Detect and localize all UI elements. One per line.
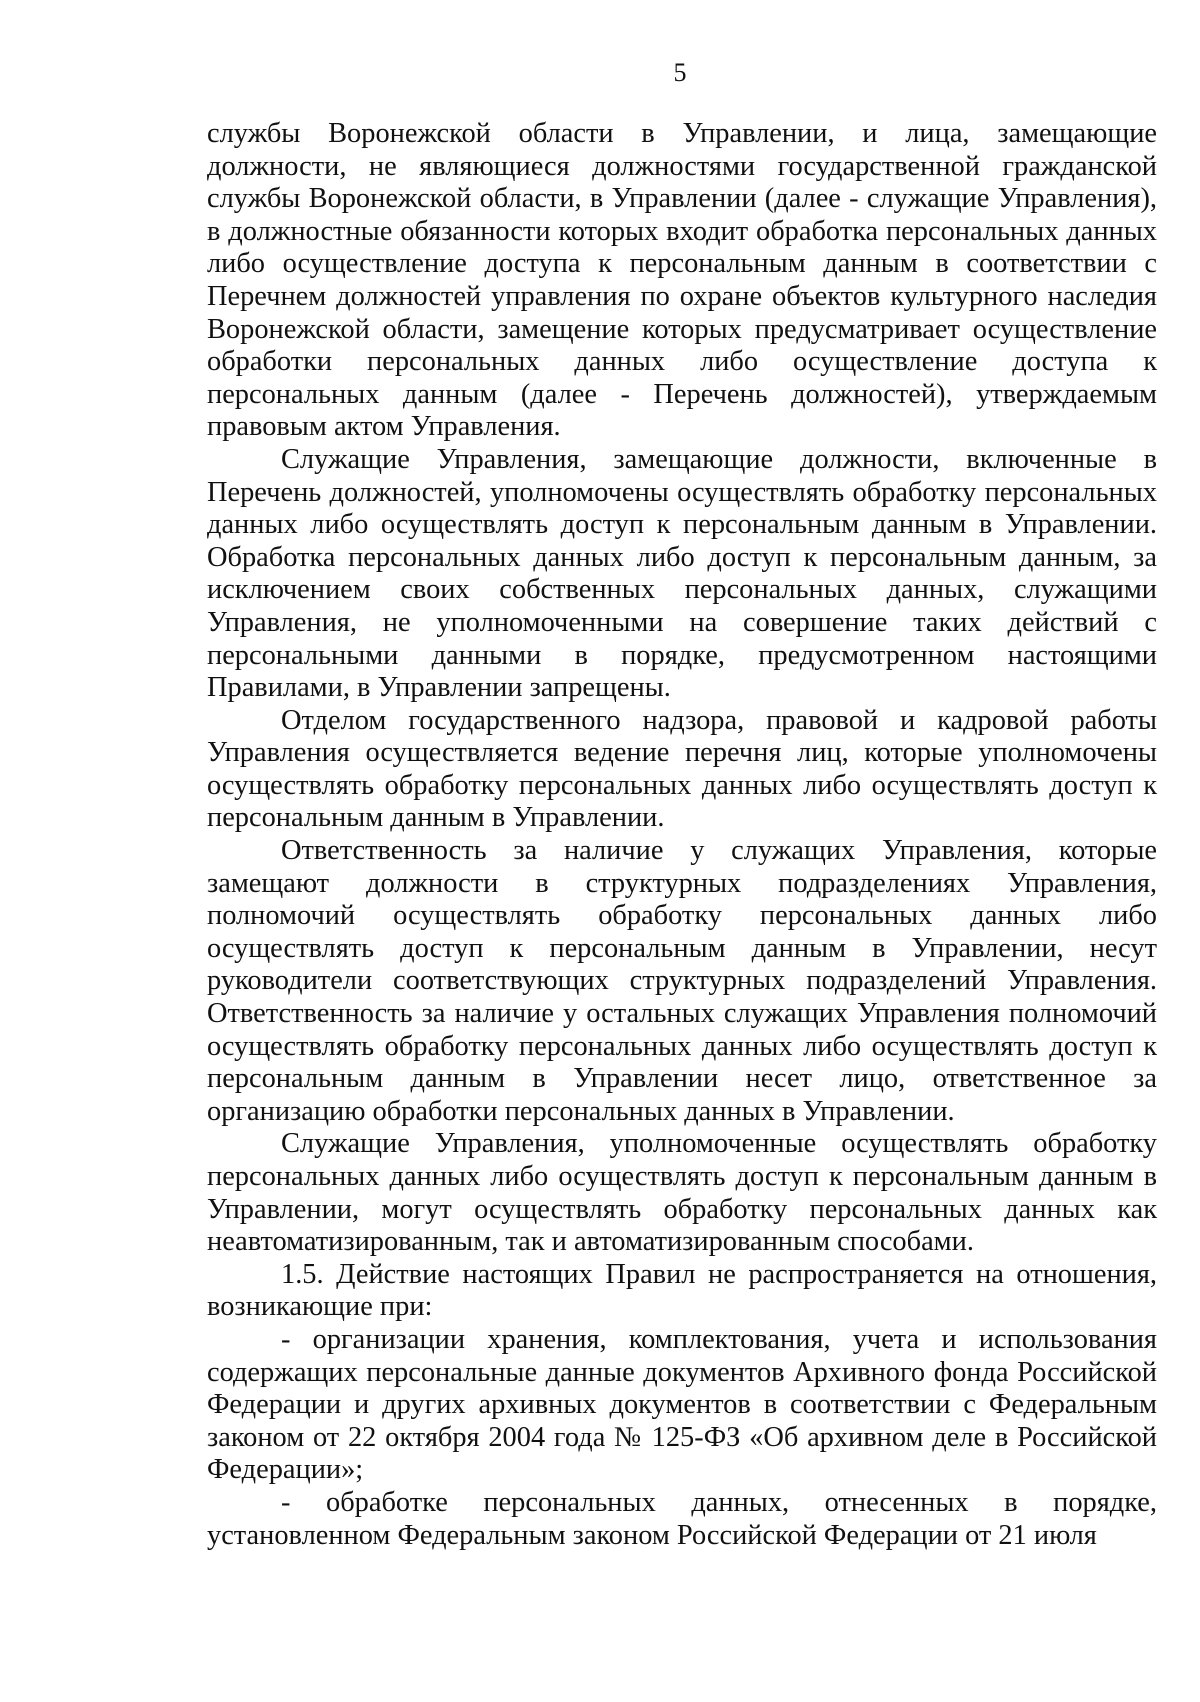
paragraph: Служащие Управления, уполномоченные осуществлять обработку персональных данных либо осуществлять доступ к персональным данным в Управлении, могут осуществлять обработку персональных данных как неавтоматизированным, так и автоматизированным способами.: [207, 1128, 1157, 1258]
paragraph: Служащие Управления, замещающие должности, включенные в Перечень должностей, уполномочены осуществлять обработку персональных данных либо осуществлять доступ к персональным данным в Управлении. Обработка персональных данных либо доступ к персональным данным, за исключением своих собственных персональных данных, служащими Управления, не уполномоченными на совершение таких действий с персональными данными в порядке, предусмотренном настоящими Правилами, в Управлении запрещены.: [207, 443, 1157, 704]
paragraph: 1.5. Действие настоящих Правил не распространяется на отношения, возникающие при:: [207, 1258, 1157, 1323]
paragraph: Ответственность за наличие у служащих Управления, которые замещают должности в структурных подразделениях Управления, полномочий осуществлять обработку персональных данных либо осуществлять доступ к персональным данным в Управлении, несут руководители соответствующих структурных подразделений Управления. Ответственность за наличие у остальных служащих Управления полномочий осуществлять обработку персональных данных либо осуществлять доступ к персональным данным в Управлении несет лицо, ответственное за организацию обработки персональных данных в Управлении.: [207, 835, 1157, 1127]
document-body: [207, 118, 1157, 1552]
paragraph: - обработке персональных данных, отнесенных в порядке, установленном Федеральным законом Российской Федерации от 21 июля: [207, 1486, 1157, 1551]
paragraph: Отделом государственного надзора, правовой и кадровой работы Управления осуществляется ведение перечня лиц, которые уполномочены осуществлять обработку персональных данных либо осуществлять доступ к персональным данным в Управлении.: [207, 704, 1157, 834]
paragraph: - организации хранения, комплектования, учета и использования содержащих персональные данные документов Архивного фонда Российской Федерации и других архивных документов в соответствии с Федеральным законом от 22 октября 2004 года № 125-ФЗ «Об архивном деле в Российской Федерации»;: [207, 1323, 1157, 1486]
paragraph: службы Воронежской области в Управлении, и лица, замещающие должности, не являющиеся должностями государственной гражданской службы Воронежской области, в Управлении (далее - служащие Управления), в должностные обязанности которых входит обработка персональных данных либо осуществление доступа к персональным данным в соответствии с Перечнем должностей управления по охране объектов культурного наследия Воронежской области, замещение которых предусматривает осуществление обработки персональных данных либо осуществление доступа к персональных данным (далее - Перечень должностей), утверждаемым правовым актом Управления.: [207, 118, 1157, 443]
page-number: 5: [673, 58, 687, 87]
